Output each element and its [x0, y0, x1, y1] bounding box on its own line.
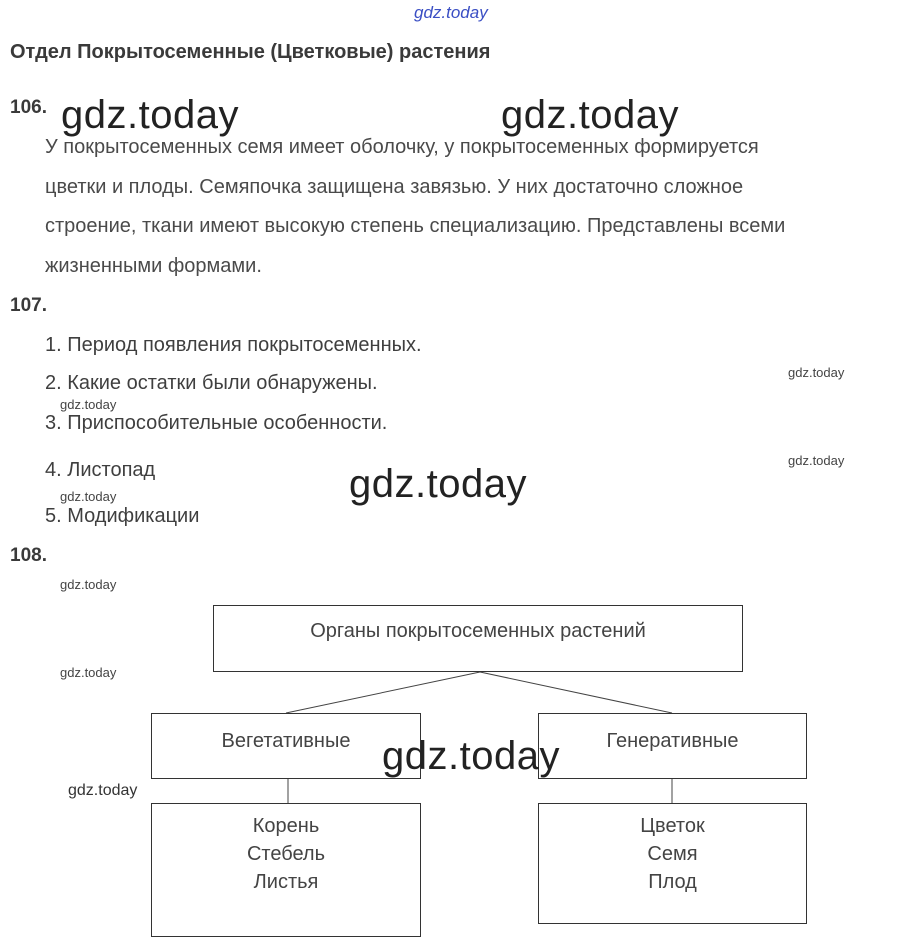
- watermark-small: gdz.today: [68, 782, 138, 799]
- watermark-top: gdz.today: [414, 3, 488, 22]
- answer-106-line: строение, ткани имеют высокую степень специализацию. Представлены всеми: [45, 215, 786, 237]
- watermark-small: gdz.today: [788, 453, 845, 468]
- diagram-generative-organ: Плод: [648, 871, 697, 893]
- diagram-vegetative-box: [151, 713, 421, 779]
- diagram-generative-organ: Цветок: [640, 815, 705, 837]
- diagram-vegetative-label: Вегетативные: [221, 730, 351, 752]
- diagram-generative-organ: Семя: [647, 843, 698, 865]
- answer-106-line: жизненными формами.: [45, 255, 262, 277]
- answer-107-item: 5. Модификации: [45, 505, 200, 527]
- watermark-small: gdz.today: [60, 489, 117, 504]
- watermark-big: gdz.today: [349, 462, 527, 506]
- watermark-small: gdz.today: [788, 365, 845, 380]
- diagram-root-box: [213, 605, 743, 672]
- watermark-big: gdz.today: [61, 93, 239, 137]
- watermark-small: gdz.today: [60, 665, 117, 680]
- answer-107-item: 1. Период появления покрытосеменных.: [45, 334, 422, 356]
- watermark-small: gdz.today: [60, 577, 117, 592]
- answer-106-line: цветки и плоды. Семяпочка защищена завязью. У них достаточно сложное: [45, 176, 744, 198]
- answer-107-item: 2. Какие остатки были обнаружены.: [45, 372, 378, 394]
- diagram-vegetative-organs-box: [151, 803, 421, 937]
- diagram-generative-box: [538, 713, 807, 779]
- section-title: Отдел Покрытосеменные (Цветковые) растения: [10, 41, 491, 63]
- question-108-number: 108.: [10, 545, 47, 566]
- watermark-small: gdz.today: [60, 397, 117, 412]
- watermark-big: gdz.today: [501, 93, 679, 137]
- question-107-number: 107.: [10, 295, 47, 316]
- diagram-vegetative-organ: Стебель: [246, 843, 326, 865]
- diagram-generative-organs-box: [538, 803, 807, 924]
- diagram-generative-label: Генеративные: [606, 730, 739, 752]
- answer-106-line: У покрытосеменных семя имеет оболочку, у покрытосеменных формируется: [45, 136, 759, 158]
- question-106-number: 106.: [10, 97, 47, 118]
- diagram-root-label: Органы покрытосеменных растений: [310, 620, 646, 642]
- answer-107-item: 4. Листопад: [45, 459, 156, 481]
- watermark-big: gdz.today: [382, 734, 560, 778]
- answer-107-item: 3. Приспособительные особенности.: [45, 412, 388, 434]
- diagram-vegetative-organ: Листья: [253, 871, 319, 893]
- diagram-vegetative-organ: Корень: [252, 815, 320, 837]
